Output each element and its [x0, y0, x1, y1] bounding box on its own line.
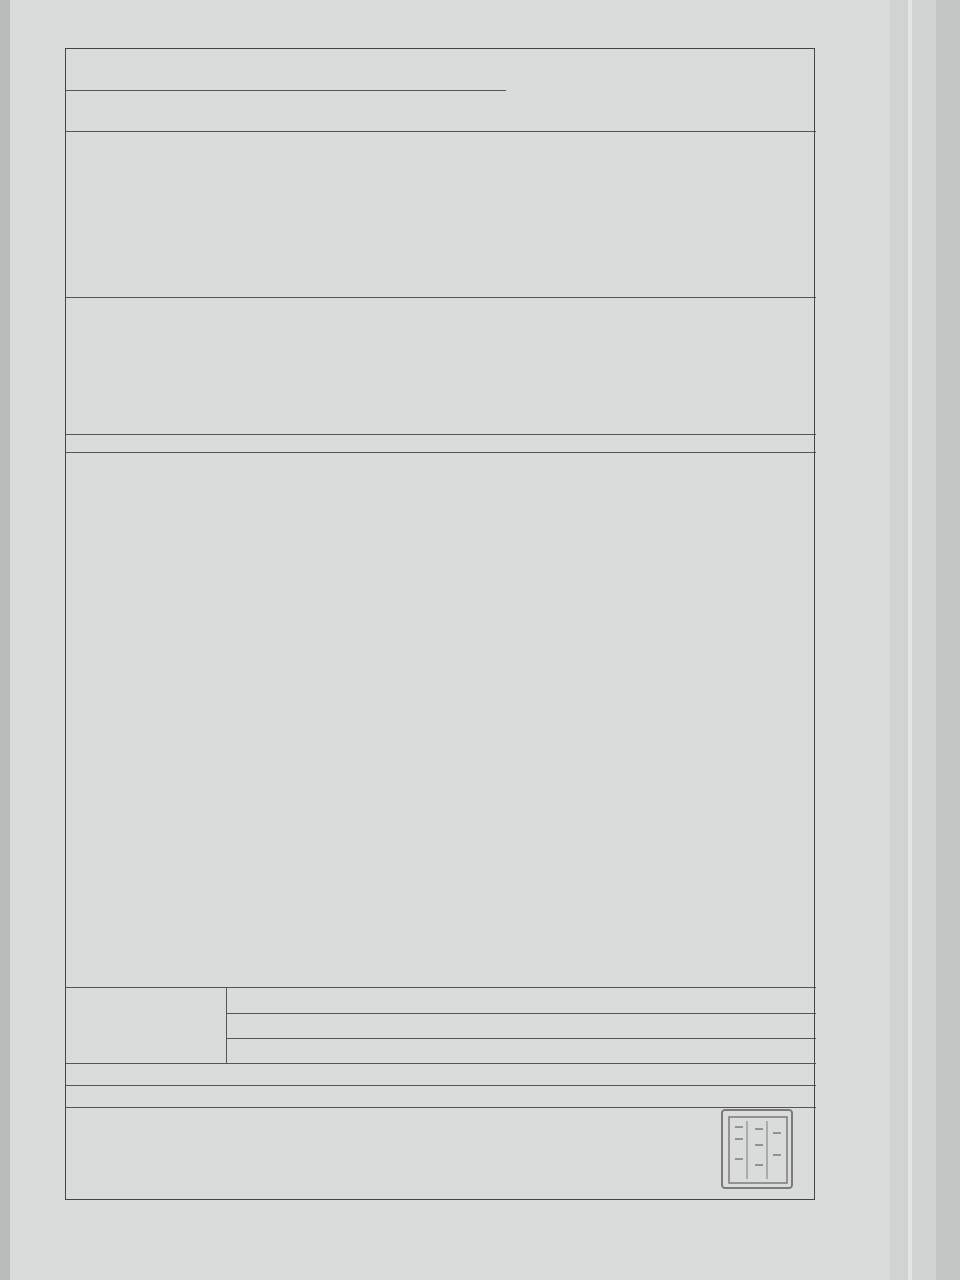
document-page	[10, 0, 890, 1280]
analysis-table	[65, 48, 815, 1200]
background-binder	[888, 0, 960, 1280]
company-seal	[721, 1109, 793, 1189]
